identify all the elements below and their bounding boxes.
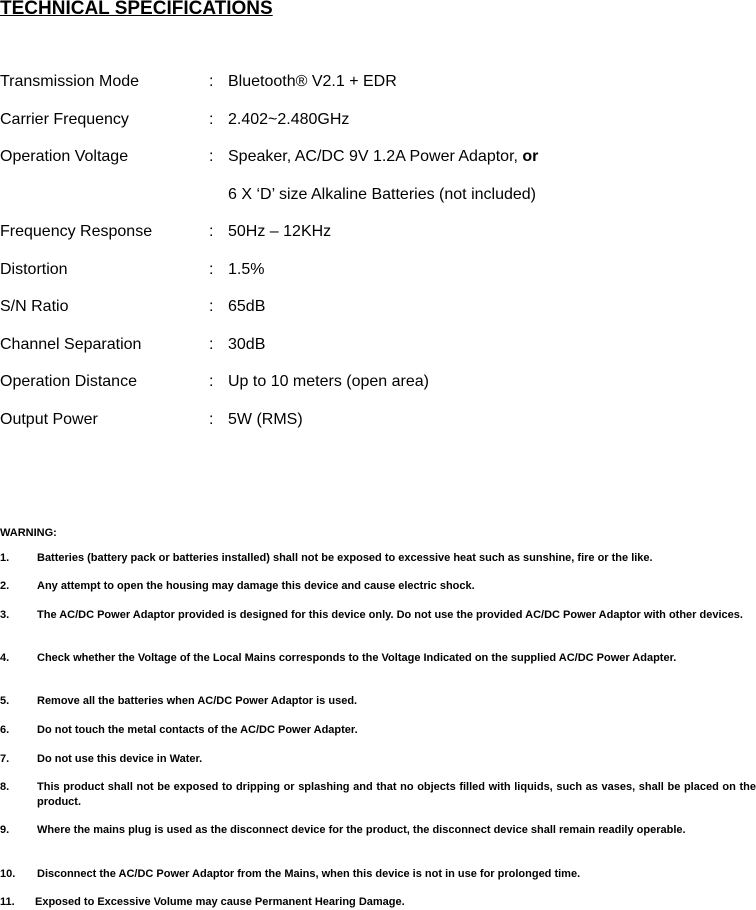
warning-item-text: Any attempt to open the housing may damage this device and cause electric shock. bbox=[37, 580, 475, 592]
warning-item-number: 11. bbox=[0, 896, 15, 908]
spec-colon: : bbox=[209, 148, 214, 165]
spec-label: Frequency Response bbox=[0, 223, 153, 240]
spec-colon: : bbox=[209, 111, 214, 128]
spec-label: Carrier Frequency bbox=[0, 111, 129, 128]
spec-colon: : bbox=[209, 261, 214, 278]
spec-value-line2: 6 X ‘D’ size Alkaline Batteries (not included) bbox=[228, 186, 536, 203]
spec-value: Bluetooth® V2.1 + EDR bbox=[228, 73, 397, 90]
warning-item-text: Remove all the batteries when AC/DC Power Adaptor is used. bbox=[37, 695, 358, 707]
warning-item-text: This product shall not be exposed to dripping or splashing and that no objects filled with liquids, such as vases, shall be placed on the product. bbox=[37, 781, 756, 808]
warning-item-number: 4. bbox=[0, 652, 10, 664]
spec-colon: : bbox=[209, 373, 214, 390]
warning-item-text: Do not use this device in Water. bbox=[37, 753, 203, 765]
spec-value-text: Speaker, AC/DC 9V 1.2A Power Adaptor, bbox=[228, 148, 523, 165]
spec-label: Output Power bbox=[0, 411, 98, 428]
warning-item-text: Batteries (battery pack or batteries installed) shall not be exposed to excessive heat such as sunshine, fire or the like. bbox=[37, 552, 653, 564]
spec-value-emphasis: or bbox=[522, 148, 539, 165]
spec-colon: : bbox=[209, 73, 214, 90]
page-title: TECHNICAL SPECIFICATIONS bbox=[0, 0, 273, 19]
warning-item-number: 1. bbox=[0, 552, 10, 564]
warning-item-number: 6. bbox=[0, 724, 10, 736]
spec-label: S/N Ratio bbox=[0, 298, 69, 315]
warning-item-number: 3. bbox=[0, 609, 10, 621]
spec-value: 5W (RMS) bbox=[228, 411, 303, 428]
warning-item-text: Do not touch the metal contacts of the AC/DC Power Adapter. bbox=[37, 724, 358, 736]
warning-item-text: Exposed to Excessive Volume may cause Permanent Hearing Damage. bbox=[35, 896, 405, 908]
warning-item-text: Check whether the Voltage of the Local Mains corresponds to the Voltage Indicated on the supplied AC/DC Power Adapter. bbox=[37, 652, 677, 664]
warning-item-text: Disconnect the AC/DC Power Adaptor from the Mains, when this device is not in use for prolonged time. bbox=[37, 868, 581, 880]
warning-item-number: 5. bbox=[0, 695, 10, 707]
spec-colon: : bbox=[209, 298, 214, 315]
spec-label: Operation Distance bbox=[0, 373, 137, 390]
spec-colon: : bbox=[209, 336, 214, 353]
warning-item-text: The AC/DC Power Adaptor provided is designed for this device only. Do not use the provided AC/DC Power Adaptor with other devices. bbox=[37, 609, 743, 621]
warning-item-number: 7. bbox=[0, 753, 10, 765]
warning-item-number: 2. bbox=[0, 580, 10, 592]
spec-label: Transmission Mode bbox=[0, 73, 140, 90]
spec-value bbox=[228, 147, 538, 167]
spec-value: 65dB bbox=[228, 298, 266, 315]
spec-value: 30dB bbox=[228, 336, 266, 353]
spec-label: Operation Voltage bbox=[0, 148, 129, 165]
spec-colon: : bbox=[209, 411, 214, 428]
spec-label: Distortion bbox=[0, 261, 68, 278]
spec-value: 50Hz – 12KHz bbox=[228, 223, 332, 240]
spec-label: Channel Separation bbox=[0, 336, 142, 353]
spec-value: Up to 10 meters (open area) bbox=[228, 373, 429, 390]
warning-heading: WARNING: bbox=[0, 527, 57, 539]
warning-item-text: Where the mains plug is used as the disconnect device for the product, the disconnect device shall remain readily operable. bbox=[37, 824, 686, 836]
warning-item-number: 9. bbox=[0, 824, 10, 836]
warning-item-number: 10. bbox=[0, 868, 16, 880]
warning-item-number: 8. bbox=[0, 781, 10, 793]
spec-colon: : bbox=[209, 223, 214, 240]
spec-value: 1.5% bbox=[228, 261, 265, 278]
spec-value: 2.402~2.480GHz bbox=[228, 111, 350, 128]
